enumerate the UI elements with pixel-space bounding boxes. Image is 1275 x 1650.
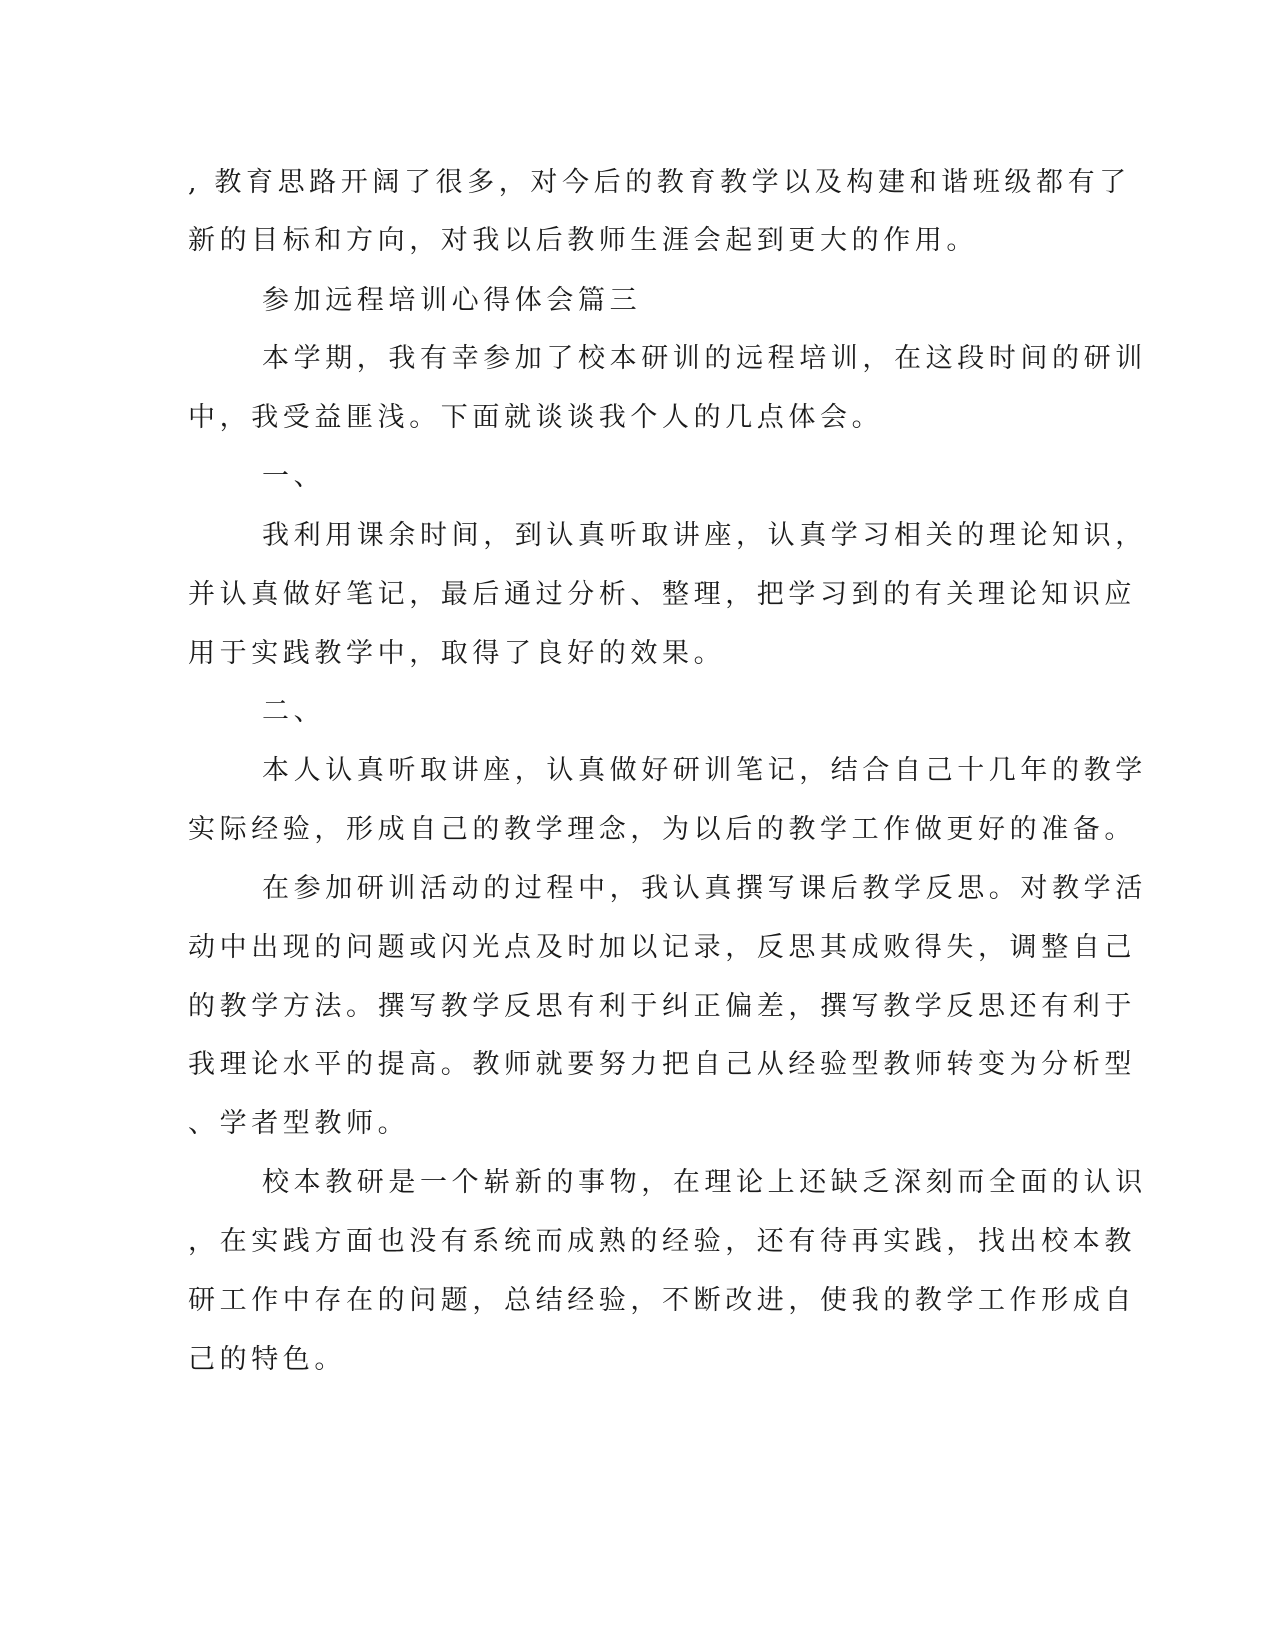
text-line: ，在实践方面也没有系统而成熟的经验，还有待再实践，找出校本教 [188,1226,1136,1257]
item-number: 一、 [262,461,326,492]
text-line: 动中出现的问题或闪光点及时加以记录，反思其成败得失，调整自己 [188,932,1136,963]
text-line: 本人认真听取讲座，认真做好研训笔记，结合自己十几年的教学 [262,755,1147,786]
text-line: 我利用课余时间，到认真听取讲座，认真学习相关的理论知识， [262,520,1147,551]
text-line: 在参加研训活动的过程中，我认真撰写课后教学反思。对教学活 [262,873,1147,904]
text-line: 实际经验，形成自己的教学理念，为以后的教学工作做更好的准备。 [188,814,1136,845]
text-line: 中，我受益匪浅。下面就谈谈我个人的几点体会。 [188,402,884,433]
text-line: 我理论水平的提高。教师就要努力把自己从经验型教师转变为分析型 [188,1049,1136,1080]
section-heading: 参加远程培训心得体会篇三 [262,285,642,316]
text-line: 研工作中存在的问题，总结经验，不断改进，使我的教学工作形成自 [188,1285,1136,1316]
text-line: 己的特色。 [188,1344,346,1375]
item-number: 二、 [262,696,326,727]
text-line: , 教育思路开阔了很多，对今后的教育教学以及构建和谐班级都有了 [188,167,1131,198]
text-line: 并认真做好笔记，最后通过分析、整理，把学习到的有关理论知识应 [188,579,1136,610]
text-line: 用于实践教学中，取得了良好的效果。 [188,638,726,669]
text-line: 校本教研是一个崭新的事物，在理论上还缺乏深刻而全面的认识 [262,1167,1147,1198]
text-line: 、学者型教师。 [188,1108,410,1139]
text-line: 本学期，我有幸参加了校本研训的远程培训，在这段时间的研训 [262,343,1147,374]
text-line: 的教学方法。撰写教学反思有利于纠正偏差，撰写教学反思还有利于 [188,991,1136,1022]
text-line: 新的目标和方向，对我以后教师生涯会起到更大的作用。 [188,225,978,256]
